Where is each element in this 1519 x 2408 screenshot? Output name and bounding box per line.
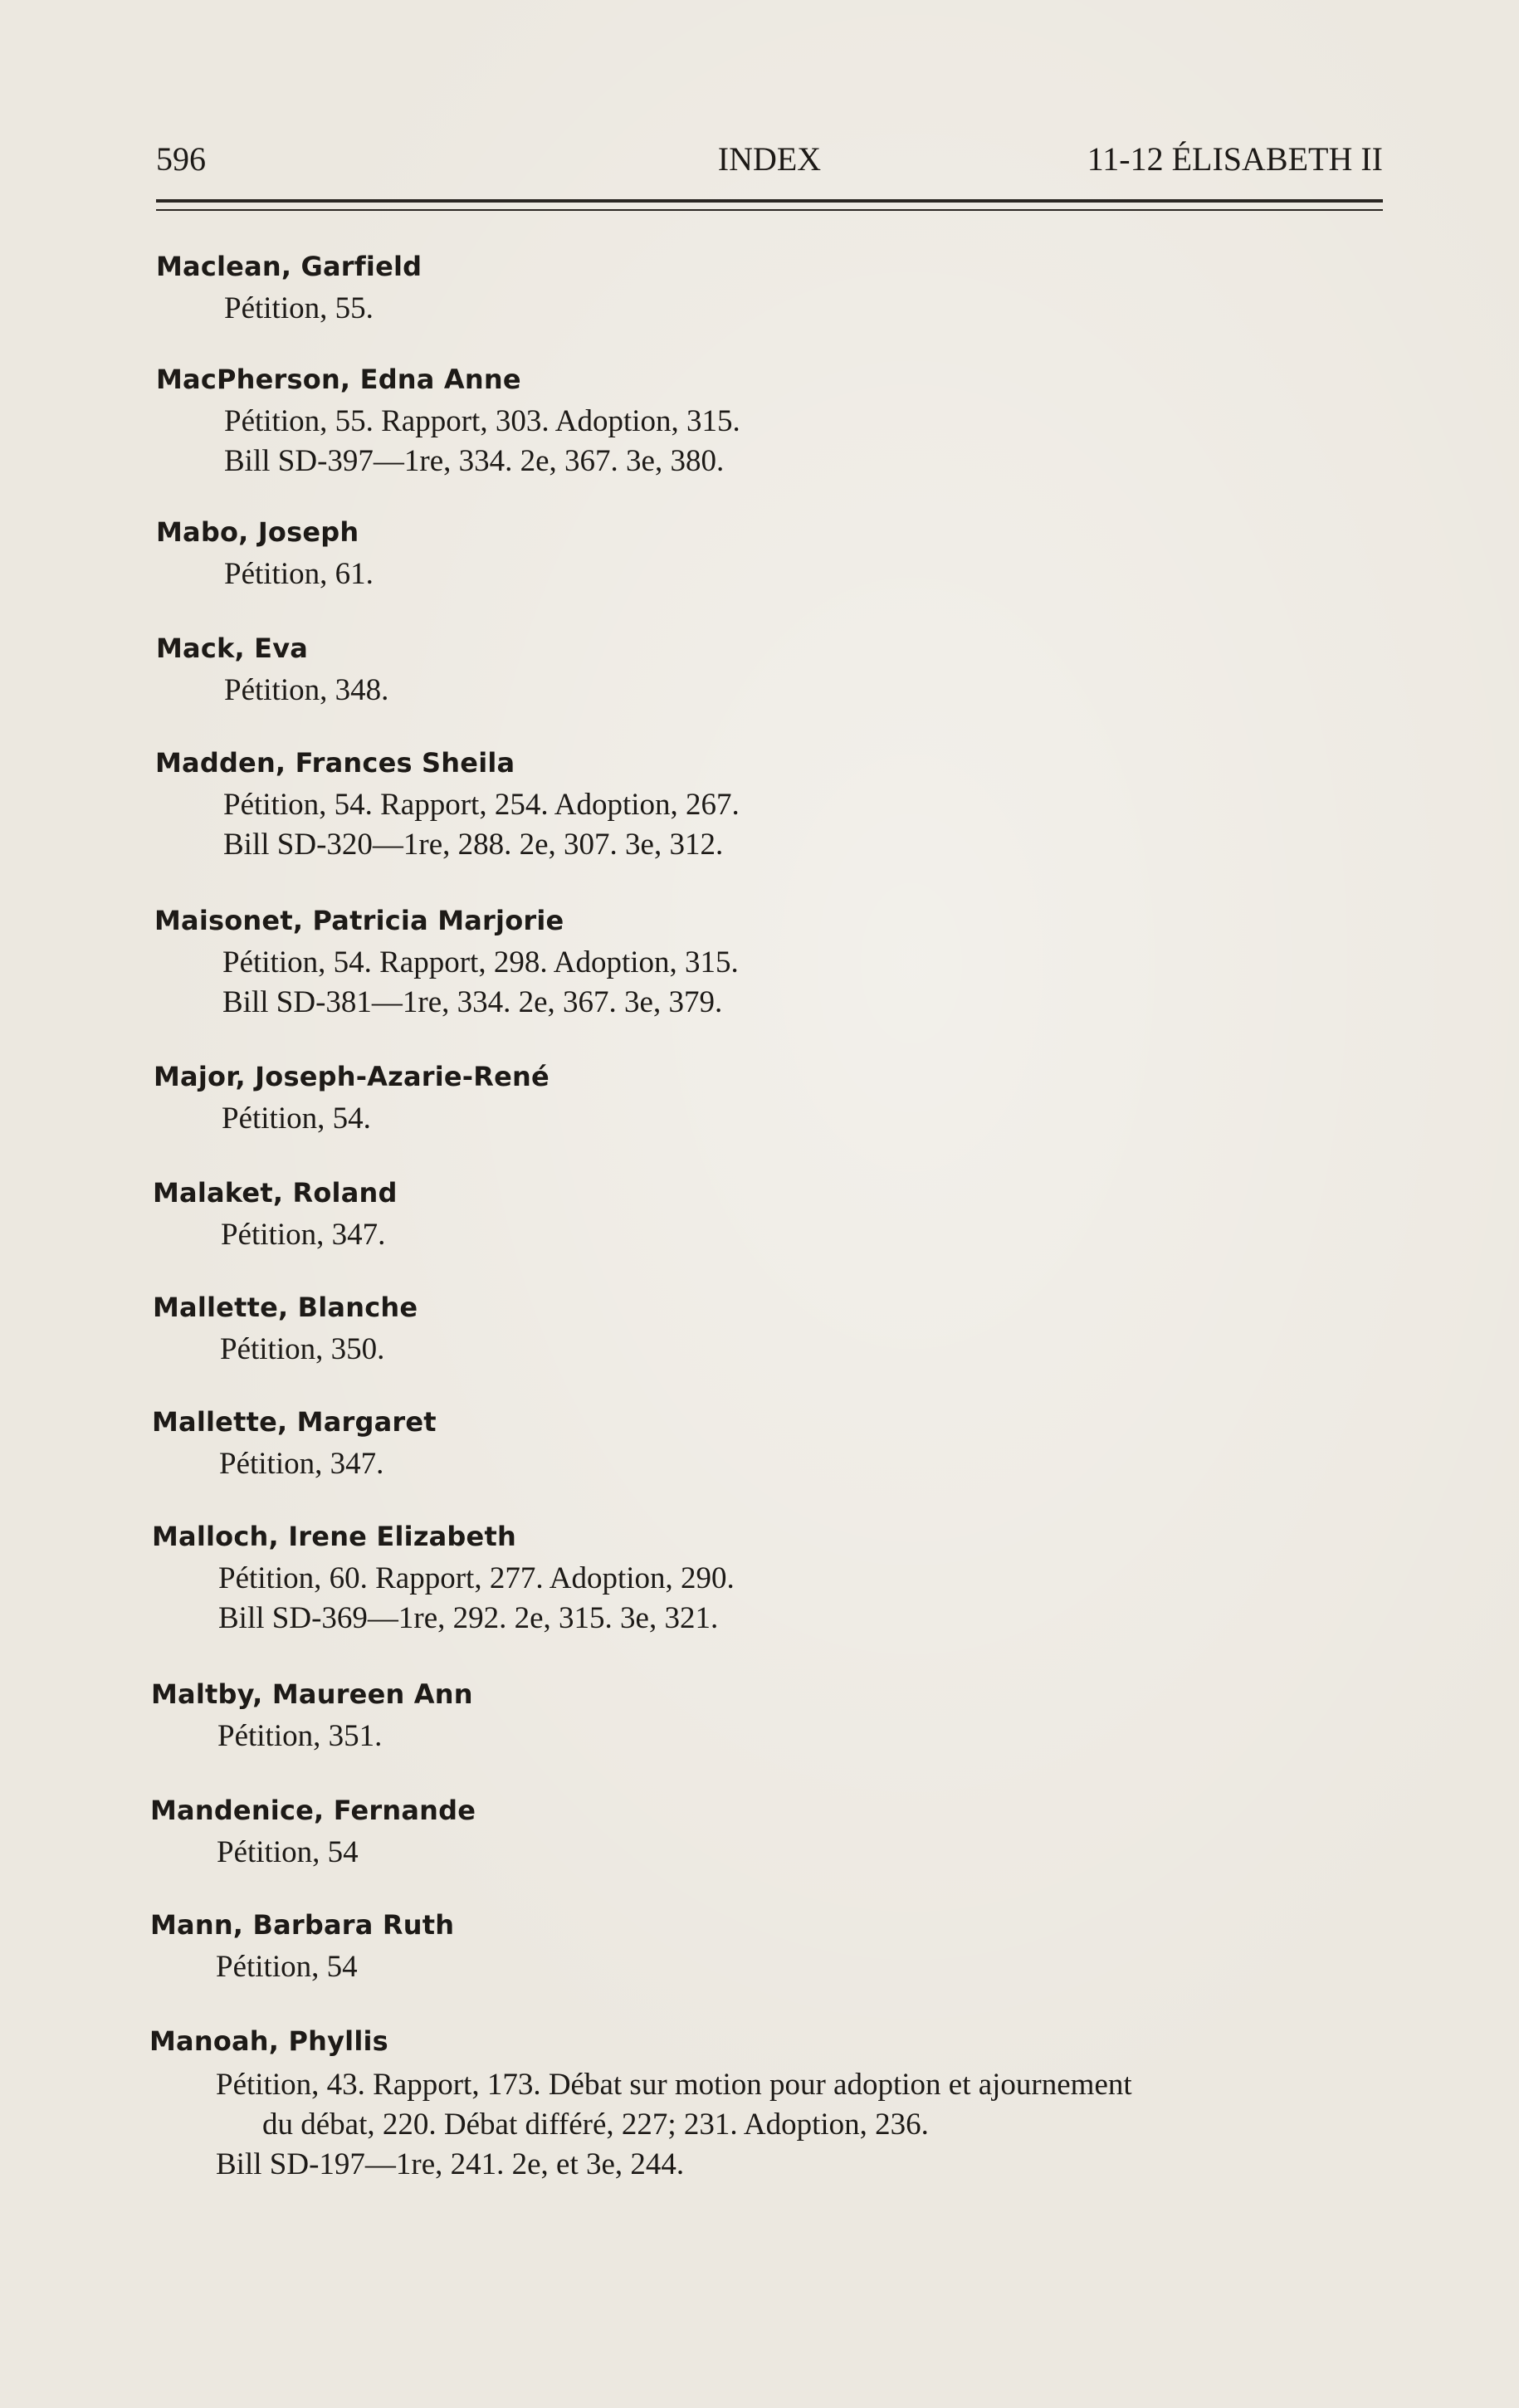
- entry-name: Major, Joseph-Azarie-René: [154, 1061, 549, 1092]
- entry-name: Maisonet, Patricia Marjorie: [154, 905, 564, 936]
- entry-name: MacPherson, Edna Anne: [156, 364, 521, 395]
- entry-line: Bill SD-381—1re, 334. 2e, 367. 3e, 379.: [222, 985, 723, 1019]
- entry-line: Pétition, 61.: [224, 557, 374, 591]
- entry-name: Mallette, Blanche: [153, 1292, 418, 1323]
- page-number: 596: [156, 140, 206, 178]
- entry-line: Pétition, 60. Rapport, 277. Adoption, 290.: [218, 1561, 735, 1595]
- entry-name: Mabo, Joseph: [156, 516, 359, 548]
- entry-name: Mann, Barbara Ruth: [150, 1909, 455, 1941]
- entry-line: Pétition, 54: [216, 1950, 358, 1984]
- entry-name: Mandenice, Fernande: [150, 1795, 476, 1826]
- entry-line: Pétition, 55.: [224, 291, 374, 325]
- entry-line: Pétition, 348.: [224, 673, 389, 707]
- entry-name: Maclean, Garfield: [156, 251, 422, 282]
- entry-line: Pétition, 43. Rapport, 173. Débat sur motion pour adoption et ajournement: [216, 2068, 1132, 2102]
- entry-name: Mack, Eva: [156, 633, 309, 664]
- entry-line: Pétition, 347.: [219, 1447, 384, 1481]
- entry-line: Pétition, 350.: [220, 1332, 385, 1366]
- entry-name: Maltby, Maureen Ann: [151, 1678, 473, 1710]
- entry-line: Pétition, 351.: [217, 1719, 383, 1753]
- entry-name: Malloch, Irene Elizabeth: [152, 1521, 516, 1552]
- entry-name: Manoah, Phyllis: [149, 2025, 388, 2057]
- entry-line: Bill SD-369—1re, 292. 2e, 315. 3e, 321.: [218, 1601, 719, 1635]
- entry-name: Malaket, Roland: [153, 1177, 398, 1209]
- entry-line: Bill SD-397—1re, 334. 2e, 367. 3e, 380.: [224, 444, 725, 478]
- entry-line: Pétition, 55. Rapport, 303. Adoption, 315.: [224, 404, 740, 438]
- entry-line: Bill SD-197—1re, 241. 2e, et 3e, 244.: [216, 2147, 685, 2181]
- entry-line: Pétition, 54: [217, 1835, 359, 1869]
- entry-line: Bill SD-320—1re, 288. 2e, 307. 3e, 312.: [223, 828, 724, 862]
- entry-name: Mallette, Margaret: [152, 1406, 437, 1438]
- entry-line: Pétition, 347.: [221, 1218, 386, 1252]
- entry-line: Pétition, 54. Rapport, 298. Adoption, 315.: [222, 945, 739, 979]
- entry-name: Madden, Frances Sheila: [155, 747, 515, 779]
- running-reign: 11-12 ÉLISABETH II: [1087, 140, 1383, 178]
- entry-line: Pétition, 54. Rapport, 254. Adoption, 267.: [223, 788, 740, 822]
- entry-line: du débat, 220. Débat différé, 227; 231. Adoption, 236.: [262, 2108, 929, 2142]
- running-title: INDEX: [717, 140, 822, 178]
- entry-line: Pétition, 54.: [222, 1101, 371, 1136]
